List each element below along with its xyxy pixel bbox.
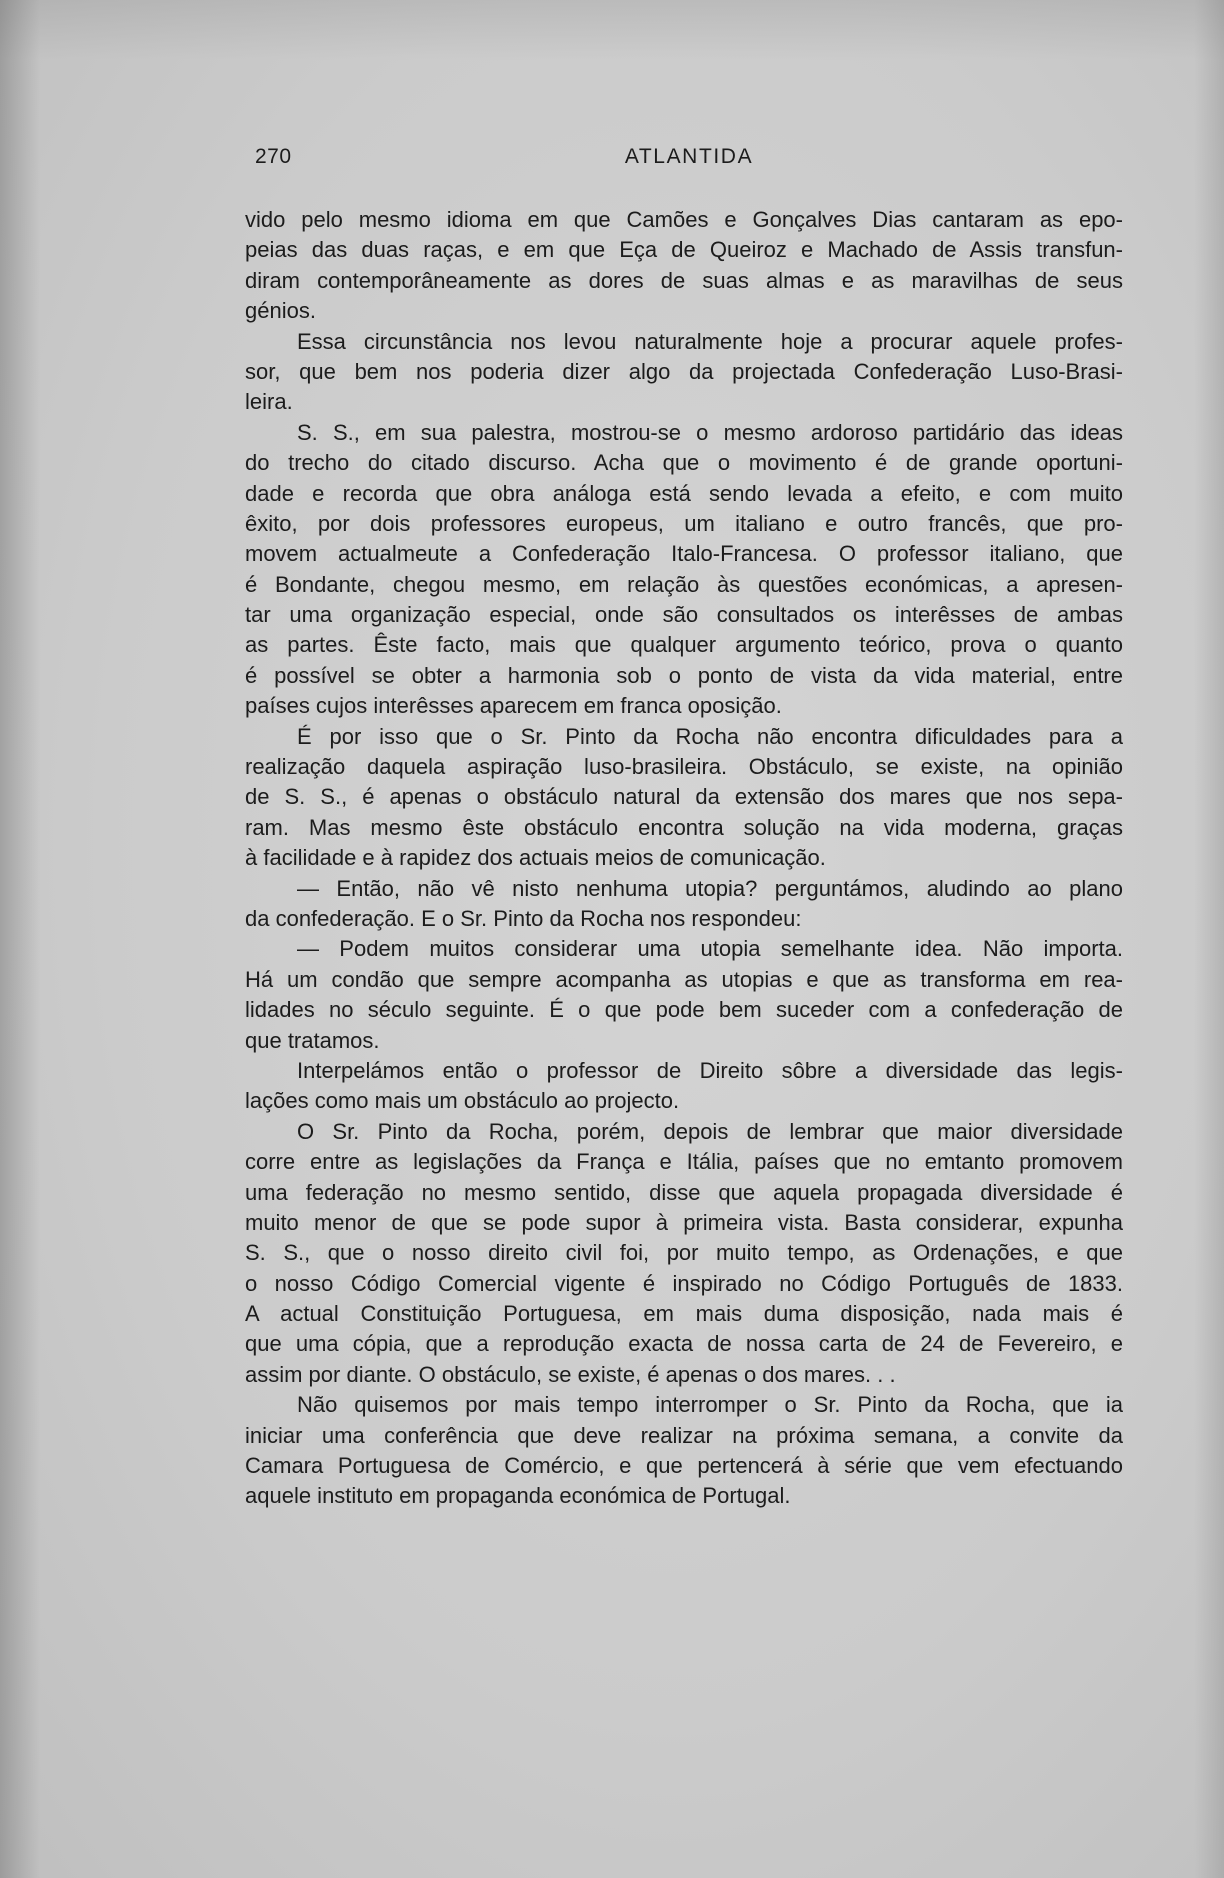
text-line: de S. S., é apenas o obstáculo natural da extensão dos mares que nos sepa- [245, 784, 1123, 810]
paragraph [245, 418, 1123, 722]
text-line: tar uma organização especial, onde são consultados os interêsses de ambas [245, 602, 1123, 628]
text-line: uma federação no mesmo sentido, disse que aquela propagada diversidade é [245, 1179, 1123, 1205]
text-line: peias das duas raças, e em que Eça de Queiroz e Machado de Assis transfun- [245, 237, 1123, 263]
paragraph [245, 205, 1123, 327]
text-line: iniciar uma conferência que deve realizar na próxima semana, a convite da [245, 1422, 1123, 1448]
text-line: as partes. Êste facto, mais que qualquer argumento teórico, prova o quanto [245, 632, 1123, 658]
paragraph [245, 1117, 1123, 1391]
page-header [245, 143, 1123, 171]
text-line: é Bondante, chegou mesmo, em relação às questões económicas, a apresen- [245, 571, 1123, 597]
text-line: A actual Constituição Portuguesa, em mais duma disposição, nada mais é [245, 1301, 1123, 1327]
text-line: génios. [245, 298, 316, 324]
page-number: 270 [255, 145, 292, 168]
text-line: diram contemporâneamente as dores de suas almas e as maravilhas de seus [245, 267, 1123, 293]
text-line: dade e recorda que obra análoga está sendo levada a efeito, e com muito [245, 480, 1123, 506]
text-line: do trecho do citado discurso. Acha que o movimento é de grande oportuni- [245, 450, 1123, 476]
text-line: vido pelo mesmo idioma em que Camões e Gonçalves Dias cantaram as epo- [245, 207, 1123, 232]
paragraph [245, 1056, 1123, 1117]
text-line: é possível se obter a harmonia sob o ponto de vista da vida material, entre [245, 662, 1123, 688]
text-line: Interpelámos então o professor de Direito sôbre a diversidade das legis- [297, 1057, 1123, 1083]
text-line: corre entre as legislações da França e Itália, países que no emtanto promovem [245, 1149, 1123, 1175]
text-line: ram. Mas mesmo êste obstáculo encontra solução na vida moderna, graças [245, 814, 1123, 840]
text-line: S. S., em sua palestra, mostrou-se o mesmo ardoroso partidário das ideas [297, 419, 1123, 445]
paragraph [245, 934, 1123, 1056]
text-line: lações como mais um obstáculo ao projecto. [245, 1088, 680, 1114]
text-line: Essa circunstância nos levou naturalmente hoje a procurar aquele profes- [297, 328, 1123, 354]
text-line: movem actualmeute a Confederação Italo-Francesa. O professor italiano, que [245, 541, 1123, 567]
text-line: o nosso Código Comercial vigente é inspirado no Código Português de 1833. [245, 1270, 1123, 1296]
text-line: que tratamos. [245, 1027, 380, 1053]
paragraph [245, 1390, 1123, 1512]
text-line: muito menor de que se pode supor à primeira vista. Basta considerar, expunha [245, 1209, 1123, 1235]
text-line: lidades no século seguinte. É o que pode bem suceder com a confederação de [245, 997, 1123, 1023]
text-line: — Podem muitos considerar uma utopia semelhante idea. Não importa. [297, 936, 1123, 962]
text-line: Camara Portuguesa de Comércio, e que pertencerá à série que vem efectuando [245, 1453, 1123, 1479]
text-line: da confederação. E o Sr. Pinto da Rocha nos respondeu: [245, 905, 802, 931]
text-line: à facilidade e à rapidez dos actuais meios de comunicação. [245, 845, 826, 871]
running-title: ATLANTIDA [624, 145, 754, 168]
text-line: aquele instituto em propaganda económica de Portugal. [245, 1483, 791, 1509]
paragraph [245, 327, 1123, 418]
text-line: — Então, não vê nisto nenhuma utopia? perguntámos, aludindo ao plano [297, 875, 1123, 901]
text-line: realização daquela aspiração luso-brasileira. Obstáculo, se existe, na opinião [245, 754, 1123, 780]
paragraph [245, 874, 1123, 935]
text-line: S. S., que o nosso direito civil foi, por muito tempo, as Ordenações, e que [245, 1240, 1123, 1266]
text-line: sor, que bem nos poderia dizer algo da projectada Confederação Luso-Brasi- [245, 358, 1123, 384]
text-line: que uma cópia, que a reprodução exacta de nossa carta de 24 de Fevereiro, e [245, 1331, 1123, 1357]
text-line: Não quisemos por mais tempo interromper o Sr. Pinto da Rocha, que ia [297, 1392, 1123, 1418]
text-line: países cujos interêsses aparecem em franca oposição. [245, 693, 782, 719]
text-line: Há um condão que sempre acompanha as utopias e que as transforma em rea- [245, 966, 1123, 992]
text-line: leira. [245, 389, 293, 415]
text-line: êxito, por dois professores europeus, um italiano e outro francês, que pro- [245, 510, 1123, 536]
text-line: É por isso que o Sr. Pinto da Rocha não encontra dificuldades para a [297, 723, 1123, 749]
text-line: assim por diante. O obstáculo, se existe, é apenas o dos mares. . . [245, 1361, 896, 1387]
paragraph [245, 722, 1123, 874]
body-text [245, 205, 1123, 1512]
text-line: O Sr. Pinto da Rocha, porém, depois de lembrar que maior diversidade [297, 1118, 1123, 1144]
